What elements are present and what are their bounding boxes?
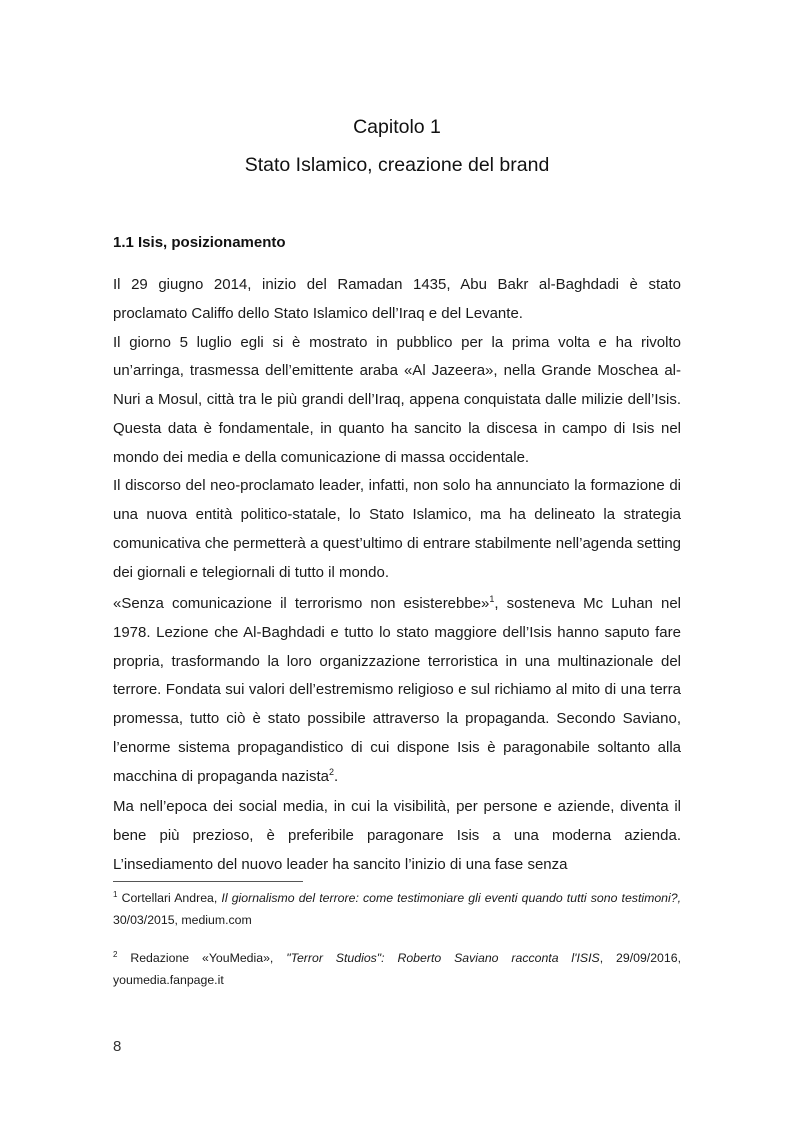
- footnote-author: Redazione «YouMedia»,: [117, 951, 287, 965]
- paragraph-text: «Senza comunicazione il terrorismo non esisterebbe»: [113, 595, 490, 612]
- footnote-number: 1: [113, 890, 118, 899]
- chapter-title: Stato Islamico, creazione del brand: [244, 154, 550, 176]
- body-block-2: [113, 590, 681, 791]
- footnote-ref-2: 2: [328, 766, 334, 777]
- chapter-number: Capitolo 1: [353, 116, 441, 138]
- paragraph: Il 29 giugno 2014, inizio del Ramadan 1435, Abu Bakr al-Baghdadi è stato proclamato Califfo dello Stato Islamico dell’Iraq e del Levante.: [113, 276, 681, 322]
- footnote-separator: [113, 881, 303, 882]
- footnote-source: , 29/09/2016, youmedia.fanpage.it: [113, 951, 681, 987]
- body-block-1: [113, 271, 681, 587]
- footnote-2: [113, 947, 681, 991]
- footnote-title: "Terror Studios": Roberto Saviano racconta l'ISIS: [286, 951, 600, 965]
- paragraph: [113, 590, 681, 791]
- paragraph: Il giorno 5 luglio egli si è mostrato in pubblico per la prima volta e ha rivolto un’arringa, trasmessa dell’emittente araba «Al Jazeera», nella Grande Moschea al-Nuri a Mosul, città tra le più grandi dell’Iraq, appena conquistata dalle milizie dell’Isis. Questa data è fondamentale, in quanto ha sancito la discesa in campo di Isis nel mondo dei media e della comunicazione di massa occidentale.: [113, 333, 681, 466]
- body-block-3: [113, 793, 681, 879]
- footnote-ref-1: 1: [489, 594, 495, 604]
- footnote-author: Cortellari Andrea,: [117, 891, 222, 905]
- footnote-source: 30/03/2015, medium.com: [113, 913, 252, 927]
- section-heading: 1.1 Isis, posizionamento: [113, 234, 286, 251]
- page-number: 8: [113, 1038, 122, 1055]
- footnote-number: 2: [113, 950, 118, 959]
- footnote-title: Il giornalismo del terrore: come testimoniare gli eventi quando tutti sono testimoni?,: [221, 891, 682, 905]
- paragraph-text: .: [334, 767, 339, 785]
- paragraph: Il discorso del neo-proclamato leader, infatti, non solo ha annunciato la formazione di una nuova entità politico-statale, lo Stato Islamico, ma ha delineato la strategia comunicativa che permetterà a quest’ultimo di entrare stabilmente nell’agenda setting dei giornali e telegiornali di tutto il mondo.: [113, 477, 681, 581]
- paragraph-text: , sosteneva Mc Luhan nel 1978. Lezione che Al-Baghdadi e tutto lo stato maggiore dell’Isis hanno saputo fare propria, trasformando la loro organizzazione terroristica in una multinazionale del terrore. Fondata sui valori dell’estremismo religioso e sul richiamo al mito di una terra promessa, tutto ciò è stato possibile attraverso la propaganda. Secondo Saviano, l’enorme sistema propagandistico di cui dispone Isis è paragonabile soltanto alla macchina di propaganda nazista: [113, 595, 681, 785]
- footnote-1: [113, 887, 681, 931]
- paragraph: Ma nell’epoca dei social media, in cui la visibilità, per persone e aziende, diventa il bene più prezioso, è preferibile paragonare Isis a una moderna azienda. L’insediamento del nuovo leader ha sancito l’inizio di una fase senza: [113, 798, 681, 873]
